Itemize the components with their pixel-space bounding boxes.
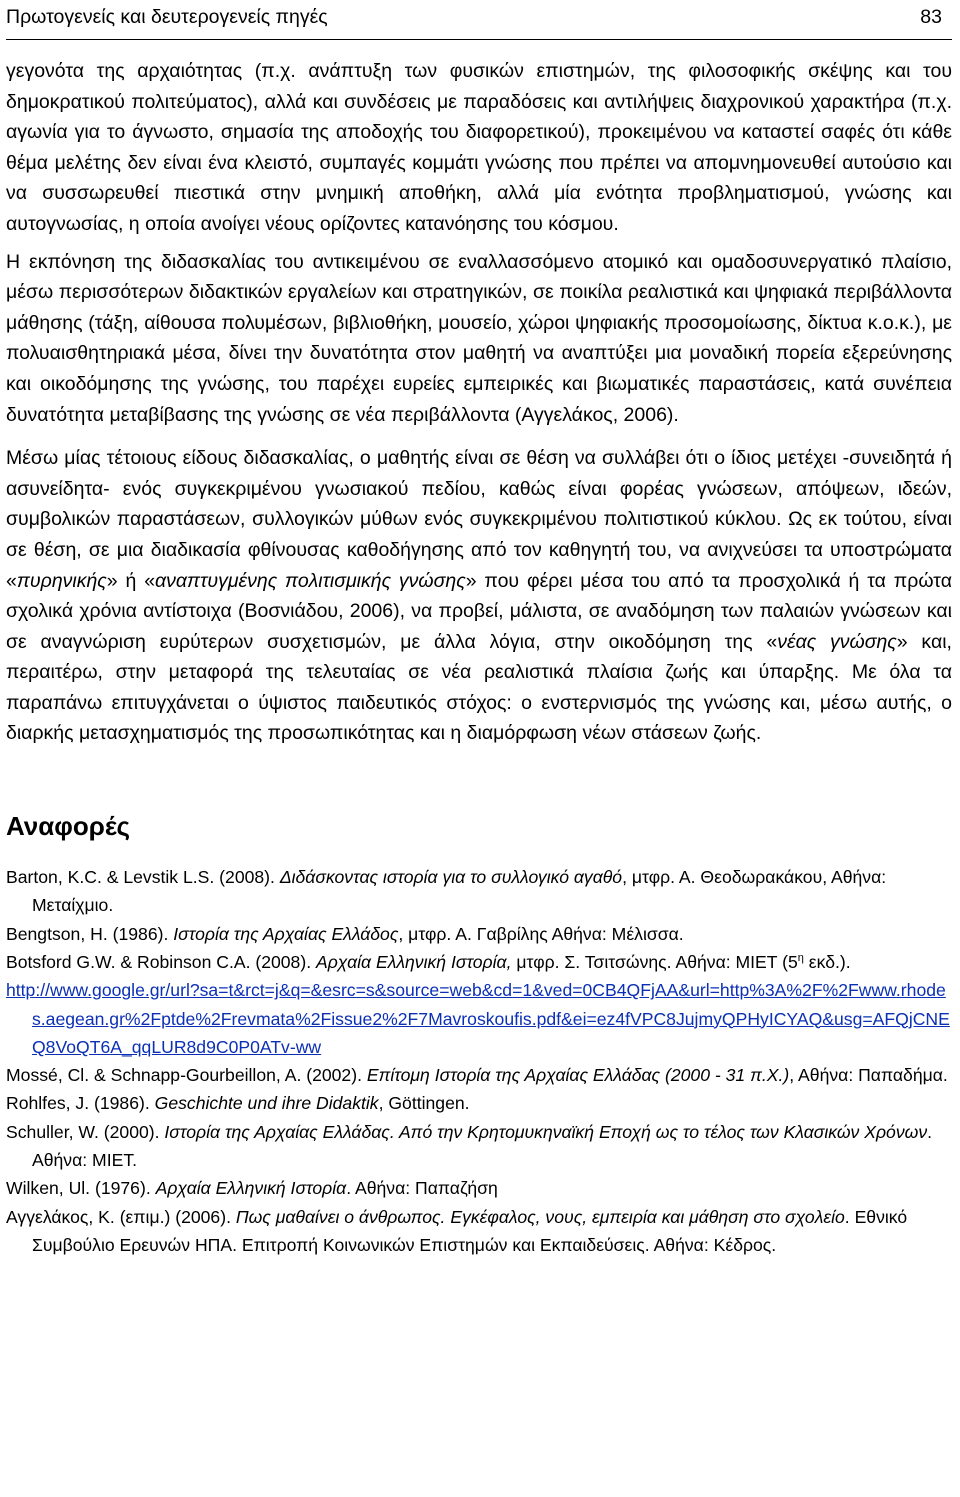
paragraph-3-text-2: » ή « (106, 569, 156, 592)
reference-title: Αρχαία Ελληνική Ιστορία, (315, 951, 512, 972)
reference-title: Αρχαία Ελληνική Ιστορία (155, 1178, 347, 1199)
reference-details: . Εθνικό Συμβούλιο Ερευνών ΗΠΑ. Επιτροπή Κοινωνικών Επιστημών και Εκπαιδεύσεις. Αθήνα: Κέδρος. (32, 1206, 908, 1255)
running-header-title: Πρωτογενείς και δευτερογενείς πηγές (6, 6, 328, 28)
term-nuclear-knowledge: πυρηνικής (16, 569, 107, 592)
reference-author: Mossé, Cl. & Schnapp-Gourbeillon, A. (2002). (6, 1065, 367, 1086)
reference-title: Ιστορία της Αρχαίας Ελλάδας. Από την Κρητομυκηναϊκή Εποχή ως το τέλος των Κλασικών Χρόνων (164, 1121, 928, 1142)
reference-details-end: εκδ.). (803, 951, 851, 972)
reference-author: Bengtson, H. (1986). (6, 923, 174, 944)
running-header (6, 0, 952, 40)
reference-details: , Göttingen. (378, 1093, 470, 1114)
reference-details: . Αθήνα: Παπαζήση (346, 1178, 498, 1199)
reference-item (6, 1089, 952, 1117)
reference-author: Botsford G.W. & Robinson C.A. (2008). (6, 951, 316, 972)
reference-url-link[interactable]: http://www.google.gr/url?sa=t&rct=j&q=&esrc=s&source=web&cd=1&ved=0CB4QFjAA&url=http%3A%2F%2Fwww.rhodes.aegean.gr%2Fptde%2Frevmata%2Fissue2%2F7Mavroskoufis.pdf&ei=ez4fVPC8JujmyQPHyICYAQ&usg=AFQjCNEQ8VoQT6A_qqLUR8d9C0P0ATv-ww (6, 980, 950, 1057)
reference-author: Αγγελάκος, Κ. (επιμ.) (2006). (6, 1206, 236, 1227)
edition-superscript: η (797, 952, 804, 965)
reference-item (6, 863, 952, 920)
paragraph-2: Η εκπόνηση της διδασκαλίας του αντικειμένου σε εναλλασσόμενο ατομικό και ομαδοσυνεργατικό πλαίσιο, μέσω περισσότερων διδακτικών εργαλείων και στρατηγικών, σε ποικίλα ρεαλιστικά και ψηφιακά περιβάλλοντα μάθησης (τάξη, αίθουσα πολυμέσων, βιβλιοθήκη, μουσείο, χώροι ψηφιακής προσομοίωσης, δίκτυα κ.ο.κ.), με πολυαισθητηριακά μέσα, δίνει την δυνατότητα στον μαθητή να αναπτύξει μια μοναδική πορεία εξερεύνησης και οικοδόμησης της γνώσης, του παρέχει ευρείες εμπειρικές και βιωματικές παραστάσεις, κατά συνέπεια δυνατότητα μεταβίβασης της γνώσης σε νέα περιβάλλοντα (Αγγελάκος, 2006). (6, 250, 952, 426)
paragraph-3-text-3: » που φέρει μέσα του από τα προσχολικά ή τα πρώτα σχολικά χρόνια αντίστοιχα (Βοσνιάδου, 2006), να προβεί, μάλιστα, σε αναδόμηση των παλαιών γνώσεων και σε αναγνώριση ευρύτερων συσχετισμών, με άλλα λόγια, στην οικοδόμηση της « (6, 569, 952, 653)
paragraph-1: γεγονότα της αρχαιότητας (π.χ. ανάπτυξη των φυσικών επιστημών, της φιλοσοφικής σκέψης και του δημοκρατικού πολιτεύματος), αλλά και συνδέσεις με παραδόσεις και αντιλήψεις διαχρονικού χαρακτήρα (π.χ. αγωνία για το άγνωστο, σημασία της αποδοχής του διαφορετικού), προκειμένου να καταστεί σαφές ότι κάθε θέμα μελέτης δεν είναι ένα κλειστό, συμπαγές κομμάτι γνώσης που πρέπει να απομνημονευθεί αυτούσιο και να συσσωρευθεί πιεστικά στην μνημική αποθήκη, αλλά μία ενότητα προβληματισμού, γνώσης και αυτογνωσίας, η οποία ανοίγει νέους ορίζοντες κατανόησης του κόσμου. (6, 60, 952, 235)
term-new-knowledge: νέας γνώσης (777, 630, 897, 653)
page-number: 83 (920, 6, 942, 28)
reference-author: Schuller, W. (2000). (6, 1121, 165, 1142)
reference-item (6, 1061, 952, 1089)
term-developed-cultural-knowledge: αναπτυγμένης πολιτισμικής γνώσης (155, 569, 466, 592)
reference-item (6, 1203, 952, 1260)
reference-details: . Αθήνα: ΜΙΕΤ. (32, 1121, 933, 1171)
reference-title: Διδάσκοντας ιστορία για το συλλογικό αγαθό (279, 867, 623, 888)
reference-title: Ιστορία της Αρχαίας Ελλάδος (173, 923, 399, 944)
reference-details: μτφρ. Σ. Τσιτσώνης. Αθήνα: ΜΙΕΤ (5 (511, 951, 798, 972)
reference-details: , μτφρ. Α. Γαβρίλης Αθήνα: Μέλισσα. (398, 923, 684, 944)
paragraph-3-text-4: » και, περαιτέρω, στην μεταφορά της τελευταίας σε νέα ρεαλιστικά πλαίσια ζωής και ύπαρξης. Με όλα τα παραπάνω επιτυγχάνεται ο ύψιστος παιδευτικός στόχος: ο ενστερνισμός της γνώσης και, μέσω αυτής, ο διαρκής μετασχηματισμός της προσωπικότητας και η διαμόρφωση νέων στάσεων ζωής. (6, 630, 952, 745)
reference-author: Rohlfes, J. (1986). (6, 1093, 155, 1114)
reference-author: Barton, K.C. & Levstik L.S. (2008). (6, 867, 280, 888)
reference-item (6, 1118, 952, 1175)
reference-item (6, 920, 952, 948)
reference-item (6, 948, 952, 976)
reference-details: , Αθήνα: Παπαδήμα. (789, 1065, 948, 1086)
reference-title: Επίτομη Ιστορία της Αρχαίας Ελλάδας (2000 - 31 π.Χ.) (366, 1065, 790, 1086)
reference-author: Wilken, Ul. (1976). (6, 1178, 156, 1199)
references-heading: Αναφορές (6, 811, 131, 842)
reference-title: Πως μαθαίνει ο άνθρωπος. Εγκέφαλος, νους, εμπειρία και μάθηση στο σχολείο (235, 1206, 845, 1227)
reference-list (6, 863, 952, 1259)
paragraph-3-text-1: Μέσω μίας τέτοιους είδους διδασκαλίας, ο μαθητής είναι σε θέση να συλλάβει ότι ο ίδιος μετέχει -συνειδητά ή ασυνείδητα- ενός συγκεκριμένου γνωσιακού πεδίου, καθώς είναι φορέας γνώσεων, απόψεων, ιδεών, συμβολικών παραστάσεων, συλλογικών μύθων ενός συγκεκριμένου πολιτιστικού κύκλου. Ως εκ τούτου, είναι σε θέση, σε μια διαδικασία φθίνουσας καθοδήγησης από τον καθηγητή του, να ανιχνεύσει τα υποστρώματα « (6, 447, 952, 592)
paragraph-3 (6, 443, 952, 749)
reference-details: , μτφρ. Α. Θεοδωρακάκου, Αθήνα: Μεταίχμιο. (32, 867, 887, 916)
reference-item (6, 1174, 952, 1202)
reference-title: Geschichte und ihre Didaktik (154, 1093, 379, 1114)
reference-item-url (6, 976, 952, 1061)
